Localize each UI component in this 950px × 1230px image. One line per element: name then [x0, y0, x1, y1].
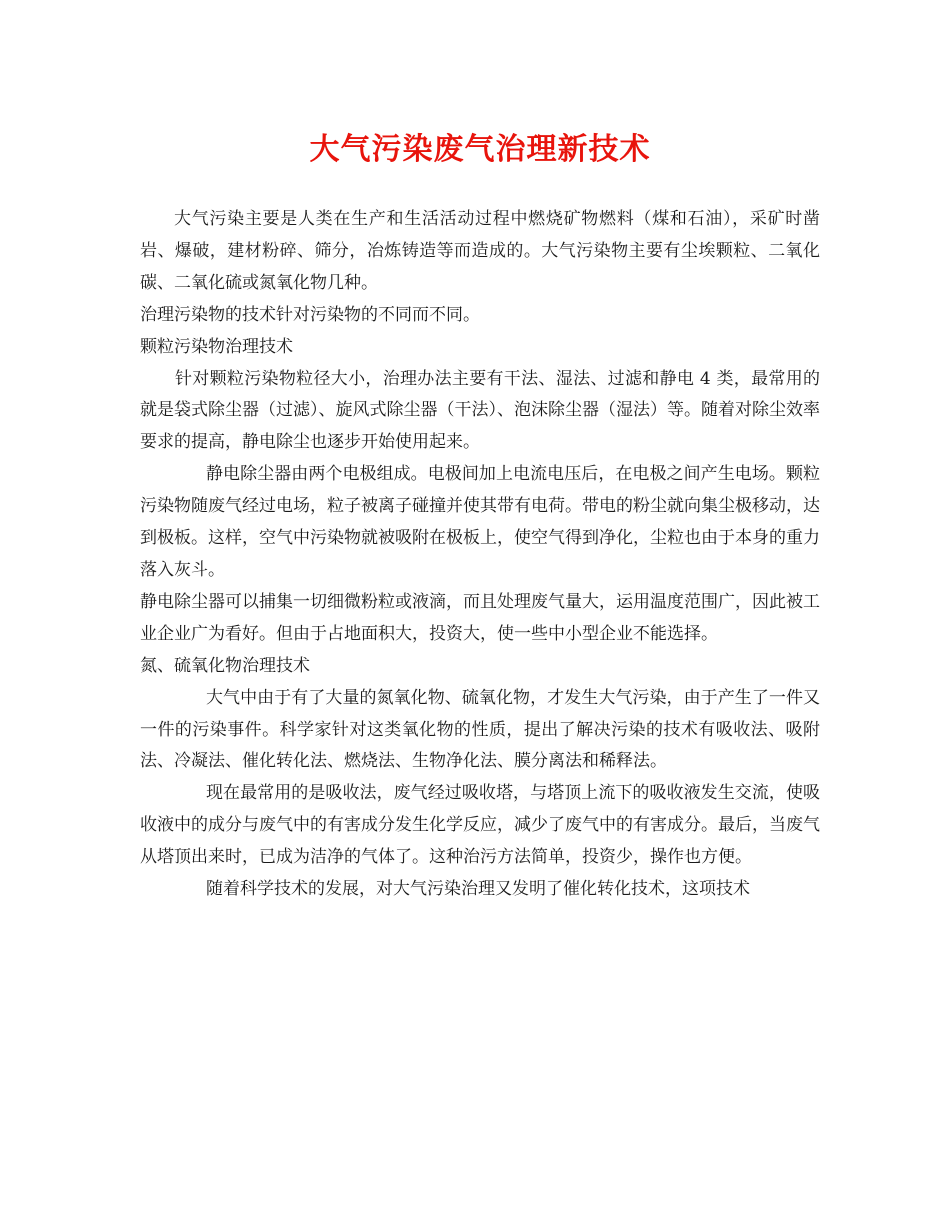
paragraph-absorption: 现在最常用的是吸收法，废气经过吸收塔，与塔顶上流下的吸收液发生交流，使吸收液中的成分与废气中的有害成分发生化学反应，减少了废气中的有害成分。最后，当废气从塔顶出来时，已成为洁净的气体了。这种治污方法简单，投资少，操作也方便。 — [140, 783, 820, 868]
paragraph-intro: 大气污染主要是人类在生产和生活活动过程中燃烧矿物燃料（煤和石油），采矿时凿岩、爆破，建材粉碎、筛分，冶炼铸造等而造成的。大气污染物主要有尘埃颗粒、二氧化碳、二氧化硫或氮氧化物几种。 — [140, 209, 820, 293]
paragraph-oxide-methods: 大气中由于有了大量的氮氧化物、硫氧化物，才发生大气污染，由于产生了一件又一件的污染事件。科学家针对这类氧化物的性质，提出了解决污染的技术有吸收法、吸附法、冷凝法、催化转化法、燃烧法、生物净化法、膜分离法和稀释法。 — [140, 687, 820, 772]
document-title: 大气污染废气治理新技术 — [309, 132, 651, 167]
section-heading-particulate: 颗粒污染物治理技术 — [140, 336, 293, 357]
paragraph-electrostatic-principle: 静电除尘器由两个电极组成。电极间加上电流电压后，在电极之间产生电场。颗粒污染物随废气经过电场，粒子被离子碰撞并使其带有电荷。带电的粉尘就向集尘极移动，达到极板。这样，空气中污染物就被吸附在极板上，使空气得到净化，尘粒也由于本身的重力落入灰斗。 — [140, 464, 820, 580]
paragraph-particulate-methods: 针对颗粒污染物粒径大小，治理办法主要有干法、湿法、过滤和静电 4 类，最常用的就是袋式除尘器（过滤）、旋风式除尘器（干法）、泡沫除尘器（湿法）等。随着对除尘效率要求的提高，静电除尘也逐步开始使用起来。 — [140, 368, 820, 453]
paragraph-electrostatic-pros-cons: 静电除尘器可以捕集一切细微粉粒或液滴，而且处理废气量大，运用温度范围广，因此被工业企业广为看好。但由于占地面积大，投资大，使一些中小型企业不能选择。 — [140, 591, 820, 644]
section-heading-oxides: 氮、硫氧化物治理技术 — [140, 655, 310, 676]
document-body — [140, 204, 820, 906]
paragraph-catalytic: 随着科学技术的发展，对大气污染治理又发明了催化转化技术，这项技术 — [206, 879, 750, 900]
paragraph-summary: 治理污染物的技术针对污染物的不同而不同。 — [140, 304, 480, 325]
